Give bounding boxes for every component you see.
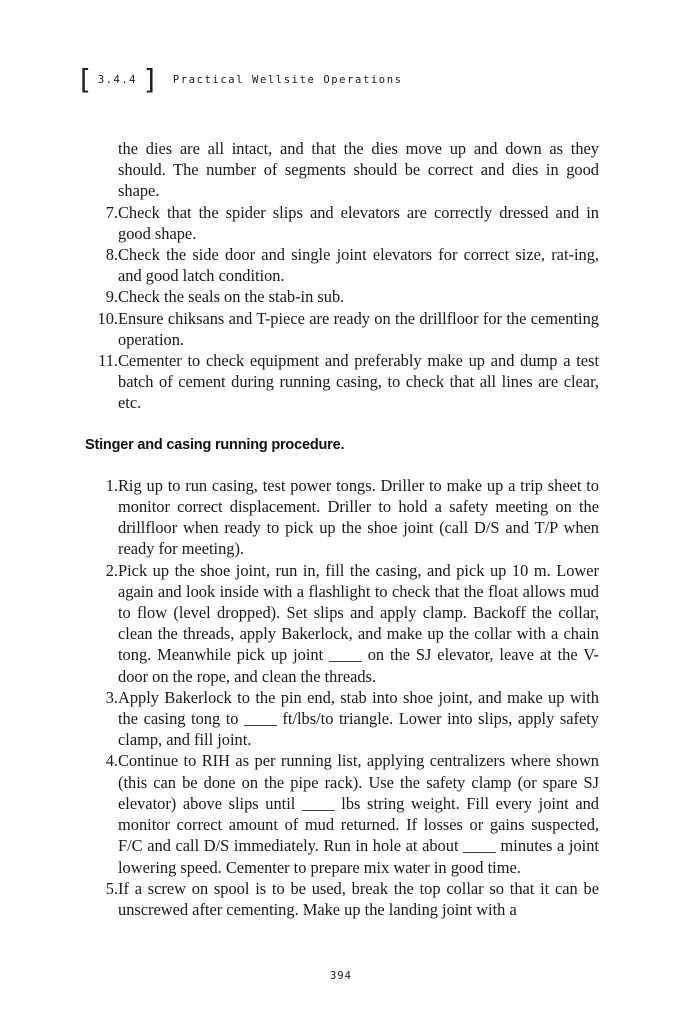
list-item-text: Cementer to check equipment and preferably make up and dump a test batch of cement during running casing, to check that all lines are clear, etc. (118, 351, 599, 413)
list-item-text: Rig up to run casing, test power tongs. Driller to make up a trip sheet to monitor correct displacement. Driller to hold a safety meeting on the drillfloor when ready to pick up the shoe joint (call D/S and T/P when ready for meeting). (118, 475, 599, 559)
list-item-number: 8. (105, 245, 118, 265)
list-item-number: 5. (105, 878, 118, 898)
header-bracket-right: ] (141, 63, 159, 96)
book-title: Practical Wellsite Operations (172, 74, 403, 86)
continuation-paragraph: the dies are all intact, and that the dies move up and down as they should. The number of segments should be correct and dies in good shape. (118, 139, 599, 201)
list-item (85, 244, 599, 286)
list-item (85, 687, 599, 751)
list-item-number: 9. (105, 287, 118, 307)
list-item-number: 10. (97, 308, 118, 328)
page-number: 394 (330, 970, 352, 982)
list-item (85, 750, 599, 877)
list-item-number: 3. (105, 687, 118, 707)
list-item (85, 350, 599, 414)
list-item (85, 560, 599, 687)
section-heading: Stinger and casing running procedure. (85, 436, 345, 453)
list-item-text: Check the seals on the stab-in sub. (118, 287, 345, 307)
list-item-number: 2. (105, 560, 118, 580)
checklist (85, 202, 599, 414)
running-header (76, 63, 403, 96)
procedure-list (85, 475, 599, 920)
list-item-text: Pick up the shoe joint, run in, fill the casing, and pick up 10 m. Lower again and look inside with a flashlight to check that the float allows mud to flow (level dropped). Set slips and apply clamp. Backoff the collar, clean the threads, apply Bakerlock, and make up the collar with a chain tong. Meanwhile pick up joint ____ on the SJ elevator, leave at the V-door on the rope, and clean the threads. (118, 560, 599, 686)
list-item (85, 202, 599, 244)
list-item-text: Check the side door and single joint elevators for correct size, rat-ing, and good latch condition. (118, 245, 599, 286)
page-body (85, 138, 599, 920)
list-item-number: 4. (105, 751, 118, 771)
section-number: 3.4.4 (97, 74, 137, 86)
header-bracket-left: [ (76, 63, 93, 96)
list-item-text: Continue to RIH as per running list, applying centralizers where shown (this can be done on the pipe rack). Use the safety clamp (or spare SJ elevator) above slips until ____ lbs string weight. Fill every joint and monitor correct amount of mud returned. If losses or gains suspected, F/C and call D/S immediately. Run in hole at about ____ minutes a joint lowering speed. Cementer to prepare mix water in good time. (118, 751, 599, 877)
list-item-text: Ensure chiksans and T-piece are ready on the drillfloor for the cementing operation. (118, 308, 599, 349)
list-item-number: 1. (105, 475, 118, 495)
list-item-number: 11. (98, 351, 118, 371)
list-item (85, 878, 599, 920)
list-item-text: Apply Bakerlock to the pin end, stab into shoe joint, and make up with the casing tong to ____ ft/lbs/to triangle. Lower into slips, apply safety clamp, and fill joint. (118, 687, 599, 750)
list-item (85, 475, 599, 560)
list-item-number: 7. (105, 202, 118, 222)
list-item-text: If a screw on spool is to be used, break the top collar so that it can be unscrewed after cementing. Make up the landing joint with a (118, 878, 599, 919)
list-item (85, 308, 599, 350)
list-item (85, 286, 599, 307)
list-item-text: Check that the spider slips and elevators are correctly dressed and in good shape. (118, 202, 599, 243)
